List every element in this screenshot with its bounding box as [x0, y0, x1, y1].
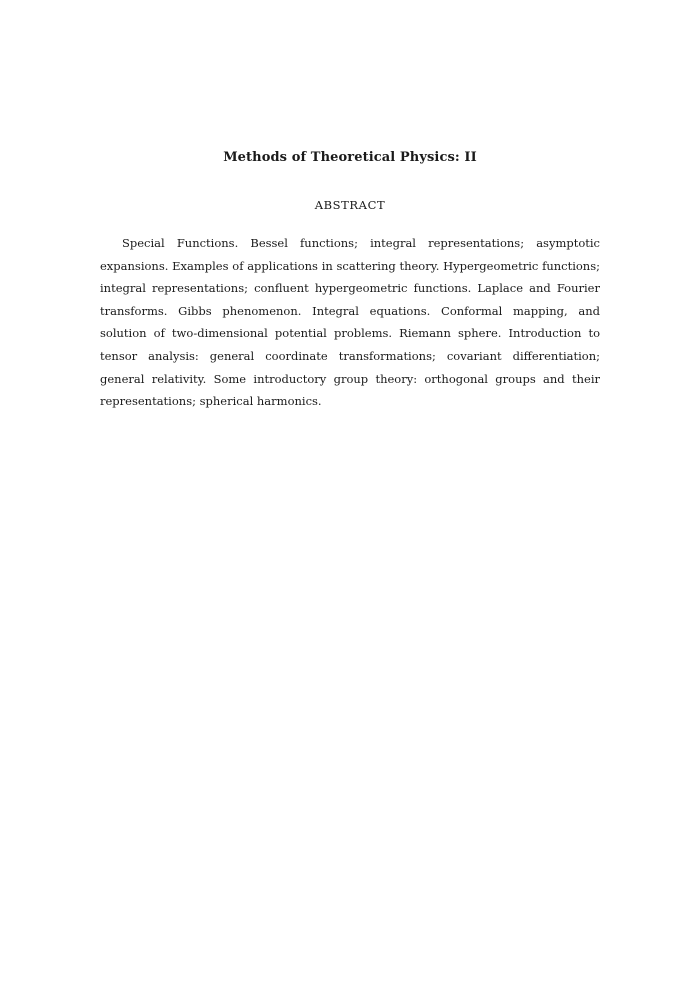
abstract-text: Special Functions. Bessel functions; integral representations; asymptotic expansions. Examples of applications in scattering theory. Hypergeometric functions; integral representations; confluent hypergeometric functions. Laplace and Fourier transforms. Gibbs phenomenon. Integral equations. Conformal mapping, and solution of two-dimensional potential problems. Riemann sphere. Introduction to tensor analysis: general coordinate transformations; covariant differentiation; general relativity. Some introductory group theory: orthogonal groups and their representations; spherical harmonics. — [100, 236, 600, 409]
document-title: Methods of Theoretical Physics: II — [223, 150, 477, 165]
abstract-heading: ABSTRACT — [314, 198, 386, 212]
